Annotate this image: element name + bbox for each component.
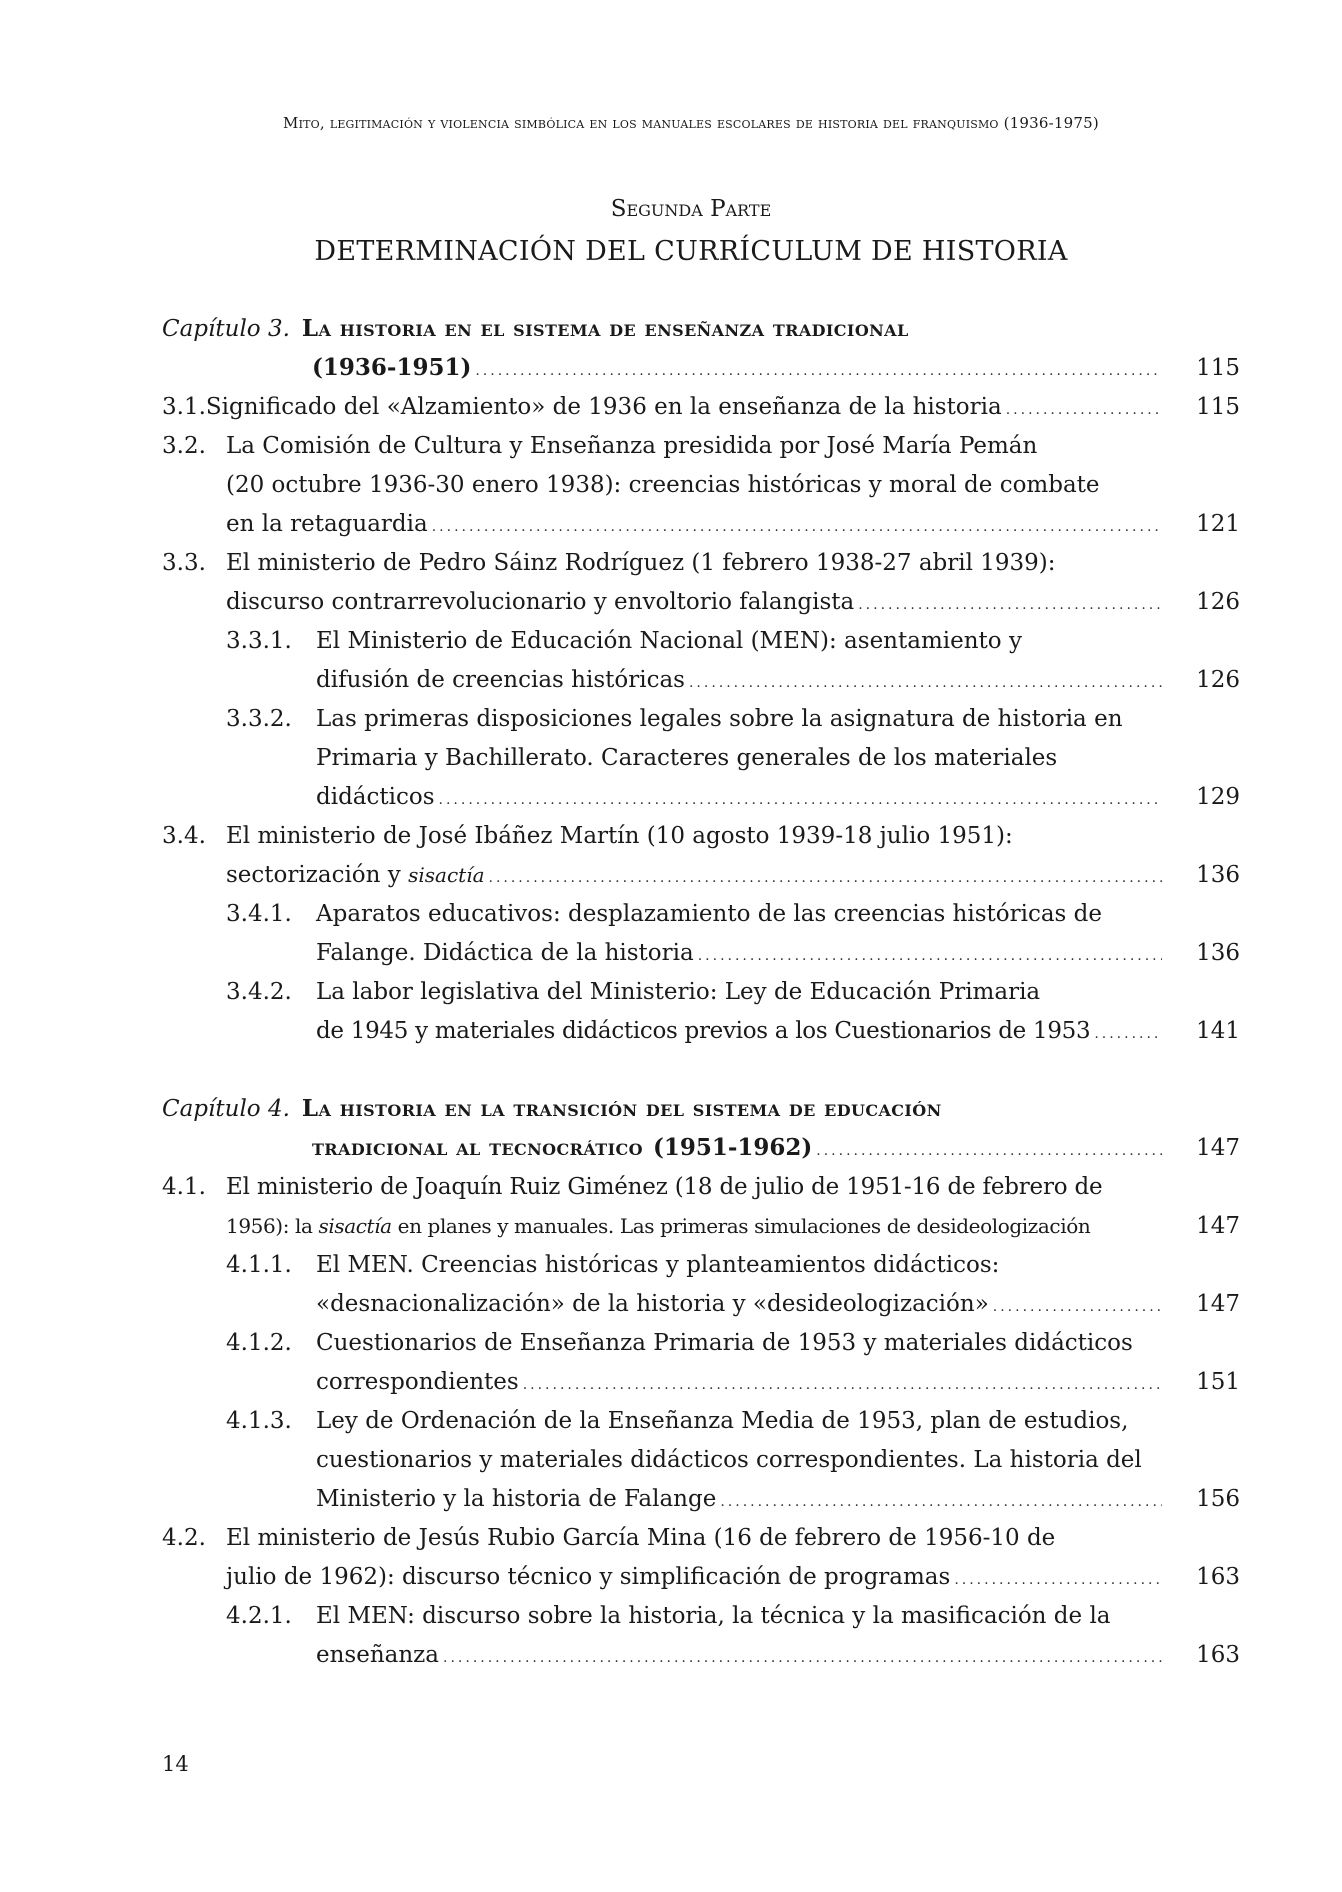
chapter-3-label: Capítulo 3. [162, 316, 290, 342]
page-number: 147 [1196, 1135, 1240, 1161]
section-title: Ley de Ordenación de la Enseñanza Media de 1953, plan de estudios, [316, 1408, 1129, 1434]
section-title: Cuestionarios de Enseñanza Primaria de 1953 y materiales didácticos [316, 1330, 1133, 1356]
section-title: El MEN. Creencias históricas y planteamientos didácticos: [316, 1252, 1000, 1278]
section-title-continued: Primaria y Bachillerato. Caracteres generales de los materiales [316, 745, 1058, 771]
section-number: 3.3.1. [226, 628, 292, 654]
dot-leader [720, 1483, 1162, 1521]
chapter-3-title: La historia en el sistema de enseñanza tradicional [301, 315, 909, 342]
chapter-4-label: Capítulo 4. [162, 1096, 290, 1122]
section-title: La Comisión de Cultura y Enseñanza presidida por José María Pemán [226, 433, 1038, 459]
toc-entry-4-2-line-2 [226, 1558, 1164, 1596]
section-title: La labor legislativa del Ministerio: Ley de Educación Primaria [316, 979, 1041, 1005]
section-title: El ministerio de Jesús Rubio García Mina (16 de febrero de 1956-10 de [226, 1525, 1056, 1551]
page-number: 151 [1196, 1369, 1240, 1395]
section-title-continued: 1956): la [226, 1214, 319, 1238]
section-number: 4.1. [162, 1174, 206, 1200]
toc-entry-3-4-1[interactable] [226, 895, 1226, 933]
section-title-continued: cuestionarios y materiales didácticos correspondientes. La historia del [316, 1447, 1142, 1473]
dot-leader [489, 859, 1163, 897]
section-title-continued: discurso contrarrevolucionario y envoltorio falangista [226, 589, 855, 615]
toc-entry-3-2[interactable] [162, 427, 1222, 465]
dot-leader [689, 664, 1162, 702]
toc-entry-3-4[interactable] [162, 817, 1222, 855]
section-title: Aparatos educativos: desplazamiento de las creencias históricas de [316, 901, 1103, 927]
section-number: 3.3. [162, 550, 206, 576]
chapter-4-title: La historia en la transición del sistema de educación [301, 1095, 942, 1122]
toc-entry-3-3-1[interactable] [226, 622, 1226, 660]
toc-entry-3-1[interactable] [162, 388, 1164, 426]
page-number: 163 [1196, 1564, 1240, 1590]
toc-entry-3-3-line-2 [226, 583, 1164, 621]
toc-chapter-4-line-2[interactable] [312, 1129, 1164, 1167]
toc-entry-3-2-line-3 [226, 505, 1164, 543]
section-number: 3.4.2. [226, 979, 292, 1005]
page-number: 163 [1196, 1642, 1240, 1668]
section-title-continued: de 1945 y materiales didácticos previos a los Cuestionarios de 1953 [316, 1018, 1091, 1044]
dot-leader [1006, 391, 1162, 429]
section-title: El ministerio de Joaquín Ruiz Giménez (18 de julio de 1951-16 de febrero de [226, 1174, 1103, 1200]
page-number: 141 [1196, 1018, 1240, 1044]
toc-entry-3-3-2[interactable] [226, 700, 1226, 738]
page-number: 156 [1196, 1486, 1240, 1512]
toc-entry-3-4-1-line-2 [316, 934, 1164, 972]
page-number: 147 [1196, 1291, 1240, 1317]
toc-entry-4-2-1[interactable] [226, 1597, 1236, 1635]
page-number: 136 [1196, 862, 1240, 888]
toc-entry-4-2-1-line-2 [316, 1636, 1164, 1674]
page-number: 126 [1196, 589, 1240, 615]
toc-entry-3-3-1-line-2 [316, 661, 1164, 699]
section-title: El ministerio de Pedro Sáinz Rodríguez (1 febrero 1938-27 abril 1939): [226, 550, 1056, 576]
dot-leader [432, 508, 1162, 546]
toc-entry-4-1[interactable] [162, 1168, 1242, 1206]
section-title-continued: Ministerio y la historia de Falange [316, 1486, 717, 1512]
dot-leader [439, 781, 1162, 819]
section-title-continued: difusión de creencias históricas [316, 667, 685, 693]
toc-entry-4-1-3-line-3 [316, 1480, 1164, 1518]
section-title: El MEN: discurso sobre la historia, la técnica y la masificación de la [316, 1603, 1111, 1629]
toc-entry-3-4-2[interactable] [226, 973, 1226, 1011]
page-number: 136 [1196, 940, 1240, 966]
section-title-continued: enseñanza [316, 1642, 440, 1668]
section-number: 3.3.2. [226, 706, 292, 732]
page-number: 115 [1196, 394, 1240, 420]
page-number: 147 [1196, 1213, 1240, 1239]
dot-leader [858, 586, 1162, 624]
section-title-continued: «desnacionalización» de la historia y «desideologización» [316, 1291, 989, 1317]
toc-entry-4-1-3-line-2 [316, 1441, 1236, 1479]
section-title-continued: sectorización y [226, 862, 409, 888]
toc-entry-3-3-2-line-3 [316, 778, 1164, 816]
section-number: 4.1.3. [226, 1408, 292, 1434]
section-title-italic: sisactía [408, 863, 485, 887]
section-title-continued: en planes y manuales. Las primeras simulaciones de desideologización [391, 1214, 1091, 1238]
toc-entry-3-4-line-2 [226, 856, 1164, 894]
page-number: 121 [1196, 511, 1240, 537]
section-number: 4.1.1. [226, 1252, 292, 1278]
page-folio: 14 [162, 1752, 189, 1776]
toc-entry-4-1-3[interactable] [226, 1402, 1236, 1440]
toc-entry-4-1-1-line-2 [316, 1285, 1164, 1323]
section-title: El Ministerio de Educación Nacional (MEN): asentamiento y [316, 628, 1022, 654]
section-title-continued: en la retaguardia [226, 511, 428, 537]
section-number: 3.1. [162, 394, 206, 420]
chapter-3-dates: (1936-1951) [312, 354, 472, 381]
dot-leader [475, 352, 1162, 390]
toc-entry-4-1-2[interactable] [226, 1324, 1236, 1362]
toc-entry-4-1-line-2 [226, 1207, 1176, 1245]
toc-chapter-3-line-1[interactable] [162, 310, 1222, 348]
dot-leader [816, 1132, 1162, 1170]
section-number: 4.1.2. [226, 1330, 292, 1356]
dot-leader [443, 1639, 1162, 1677]
section-title-continued: correspondientes [316, 1369, 519, 1395]
toc-entry-3-3-2-line-2 [316, 739, 1226, 777]
section-title-continued: didácticos [316, 784, 435, 810]
toc-entry-3-4-2-line-2 [316, 1012, 1164, 1050]
section-number: 4.2.1. [226, 1603, 292, 1629]
section-number: 4.2. [162, 1525, 206, 1551]
dot-leader [954, 1561, 1162, 1599]
page-number: 115 [1196, 355, 1240, 381]
section-title-continued: julio de 1962): discurso técnico y simplificación de programas [226, 1564, 951, 1590]
section-title: Significado del «Alzamiento» de 1936 en la enseñanza de la historia [205, 394, 1002, 420]
section-title-continued: (20 octubre 1936-30 enero 1938): creencias históricas y moral de combate [226, 472, 1100, 498]
section-title: Las primeras disposiciones legales sobre la asignatura de historia en [316, 706, 1123, 732]
page-number: 126 [1196, 667, 1240, 693]
toc-entry-4-1-2-line-2 [316, 1363, 1164, 1401]
section-title: El ministerio de José Ibáñez Martín (10 agosto 1939-18 julio 1951): [226, 823, 1013, 849]
section-number: 3.4.1. [226, 901, 292, 927]
section-number: 3.4. [162, 823, 206, 849]
section-number: 3.2. [162, 433, 206, 459]
toc-entry-3-2-line-2 [226, 466, 1226, 504]
section-title-continued: Falange. Didáctica de la historia [316, 940, 694, 966]
section-title-italic: sisactía [318, 1214, 392, 1238]
toc-entry-3-3[interactable] [162, 544, 1222, 582]
chapter-4-dates: (1951-1962) [652, 1134, 813, 1161]
dot-leader [523, 1366, 1162, 1404]
toc-chapter-4-line-1[interactable] [162, 1090, 1222, 1128]
toc-entry-4-1-1[interactable] [226, 1246, 1226, 1284]
dot-leader [993, 1288, 1162, 1326]
dot-leader [698, 937, 1162, 975]
page-number: 129 [1196, 784, 1240, 810]
toc-entry-4-2[interactable] [162, 1519, 1242, 1557]
dot-leader [1094, 1015, 1162, 1053]
part-label: Segunda Parte [610, 196, 772, 222]
running-header: Mito, legitimación y violencia simbólica en los manuales escolares de historia del franquismo (1936-1975) [283, 114, 1099, 132]
toc-chapter-3-line-2[interactable] [312, 349, 1164, 387]
part-title: DETERMINACIÓN DEL CURRÍCULUM DE HISTORIA [314, 236, 1068, 267]
chapter-4-title-continued: tradicional al tecnocrático [312, 1134, 643, 1161]
